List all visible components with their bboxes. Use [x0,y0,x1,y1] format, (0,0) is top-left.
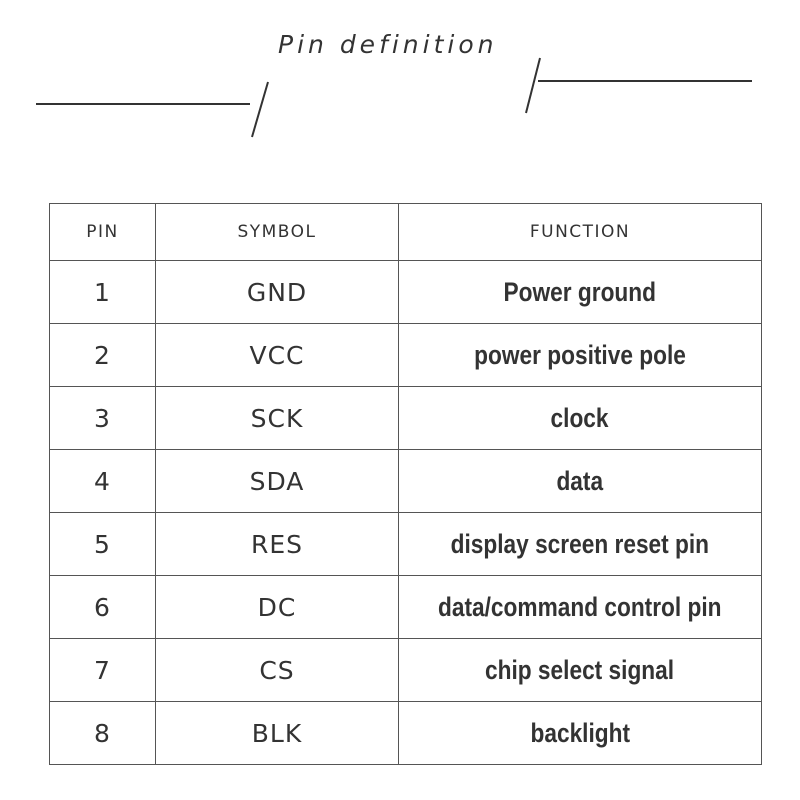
pin-number: 8 [50,702,156,765]
left-slash [252,82,268,137]
pin-function-text: data/command control pin [438,591,722,622]
pin-symbol: RES [156,513,399,576]
table-row [50,324,762,387]
pin-number: 3 [50,387,156,450]
right-slash [526,58,540,113]
table-header-row [50,204,762,261]
pin-function-text: data [556,465,604,496]
pin-symbol: VCC [156,324,399,387]
table-row [50,702,762,765]
pin-number: 7 [50,639,156,702]
pin-function-text: Power ground [503,276,657,307]
pin-function [399,324,762,387]
table-row [50,576,762,639]
pin-function [399,387,762,450]
header-function: FUNCTION [399,204,762,261]
pin-definition-table [49,203,762,765]
pin-symbol: CS [156,639,399,702]
pin-function-text: chip select signal [485,654,675,685]
table-row [50,513,762,576]
title-decoration [0,0,800,160]
table-row [50,387,762,450]
page-title: Pin definition [278,30,498,59]
pin-function [399,261,762,324]
pin-symbol: SCK [156,387,399,450]
pin-number: 5 [50,513,156,576]
pin-symbol: DC [156,576,399,639]
pin-number: 6 [50,576,156,639]
pin-number: 4 [50,450,156,513]
table-row [50,450,762,513]
pin-function [399,450,762,513]
pin-function-text: backlight [530,717,630,748]
pin-number: 2 [50,324,156,387]
pin-number: 1 [50,261,156,324]
table-row [50,639,762,702]
header-pin: PIN [50,204,156,261]
pin-function [399,576,762,639]
table-row [50,261,762,324]
header-symbol: SYMBOL [156,204,399,261]
pin-function [399,639,762,702]
pin-function-text: clock [550,402,609,433]
pin-function-text: power positive pole [474,339,686,370]
pin-symbol: GND [156,261,399,324]
pin-function-text: display screen reset pin [450,528,710,559]
pin-symbol: SDA [156,450,399,513]
pin-function [399,513,762,576]
pin-symbol: BLK [156,702,399,765]
pin-function [399,702,762,765]
